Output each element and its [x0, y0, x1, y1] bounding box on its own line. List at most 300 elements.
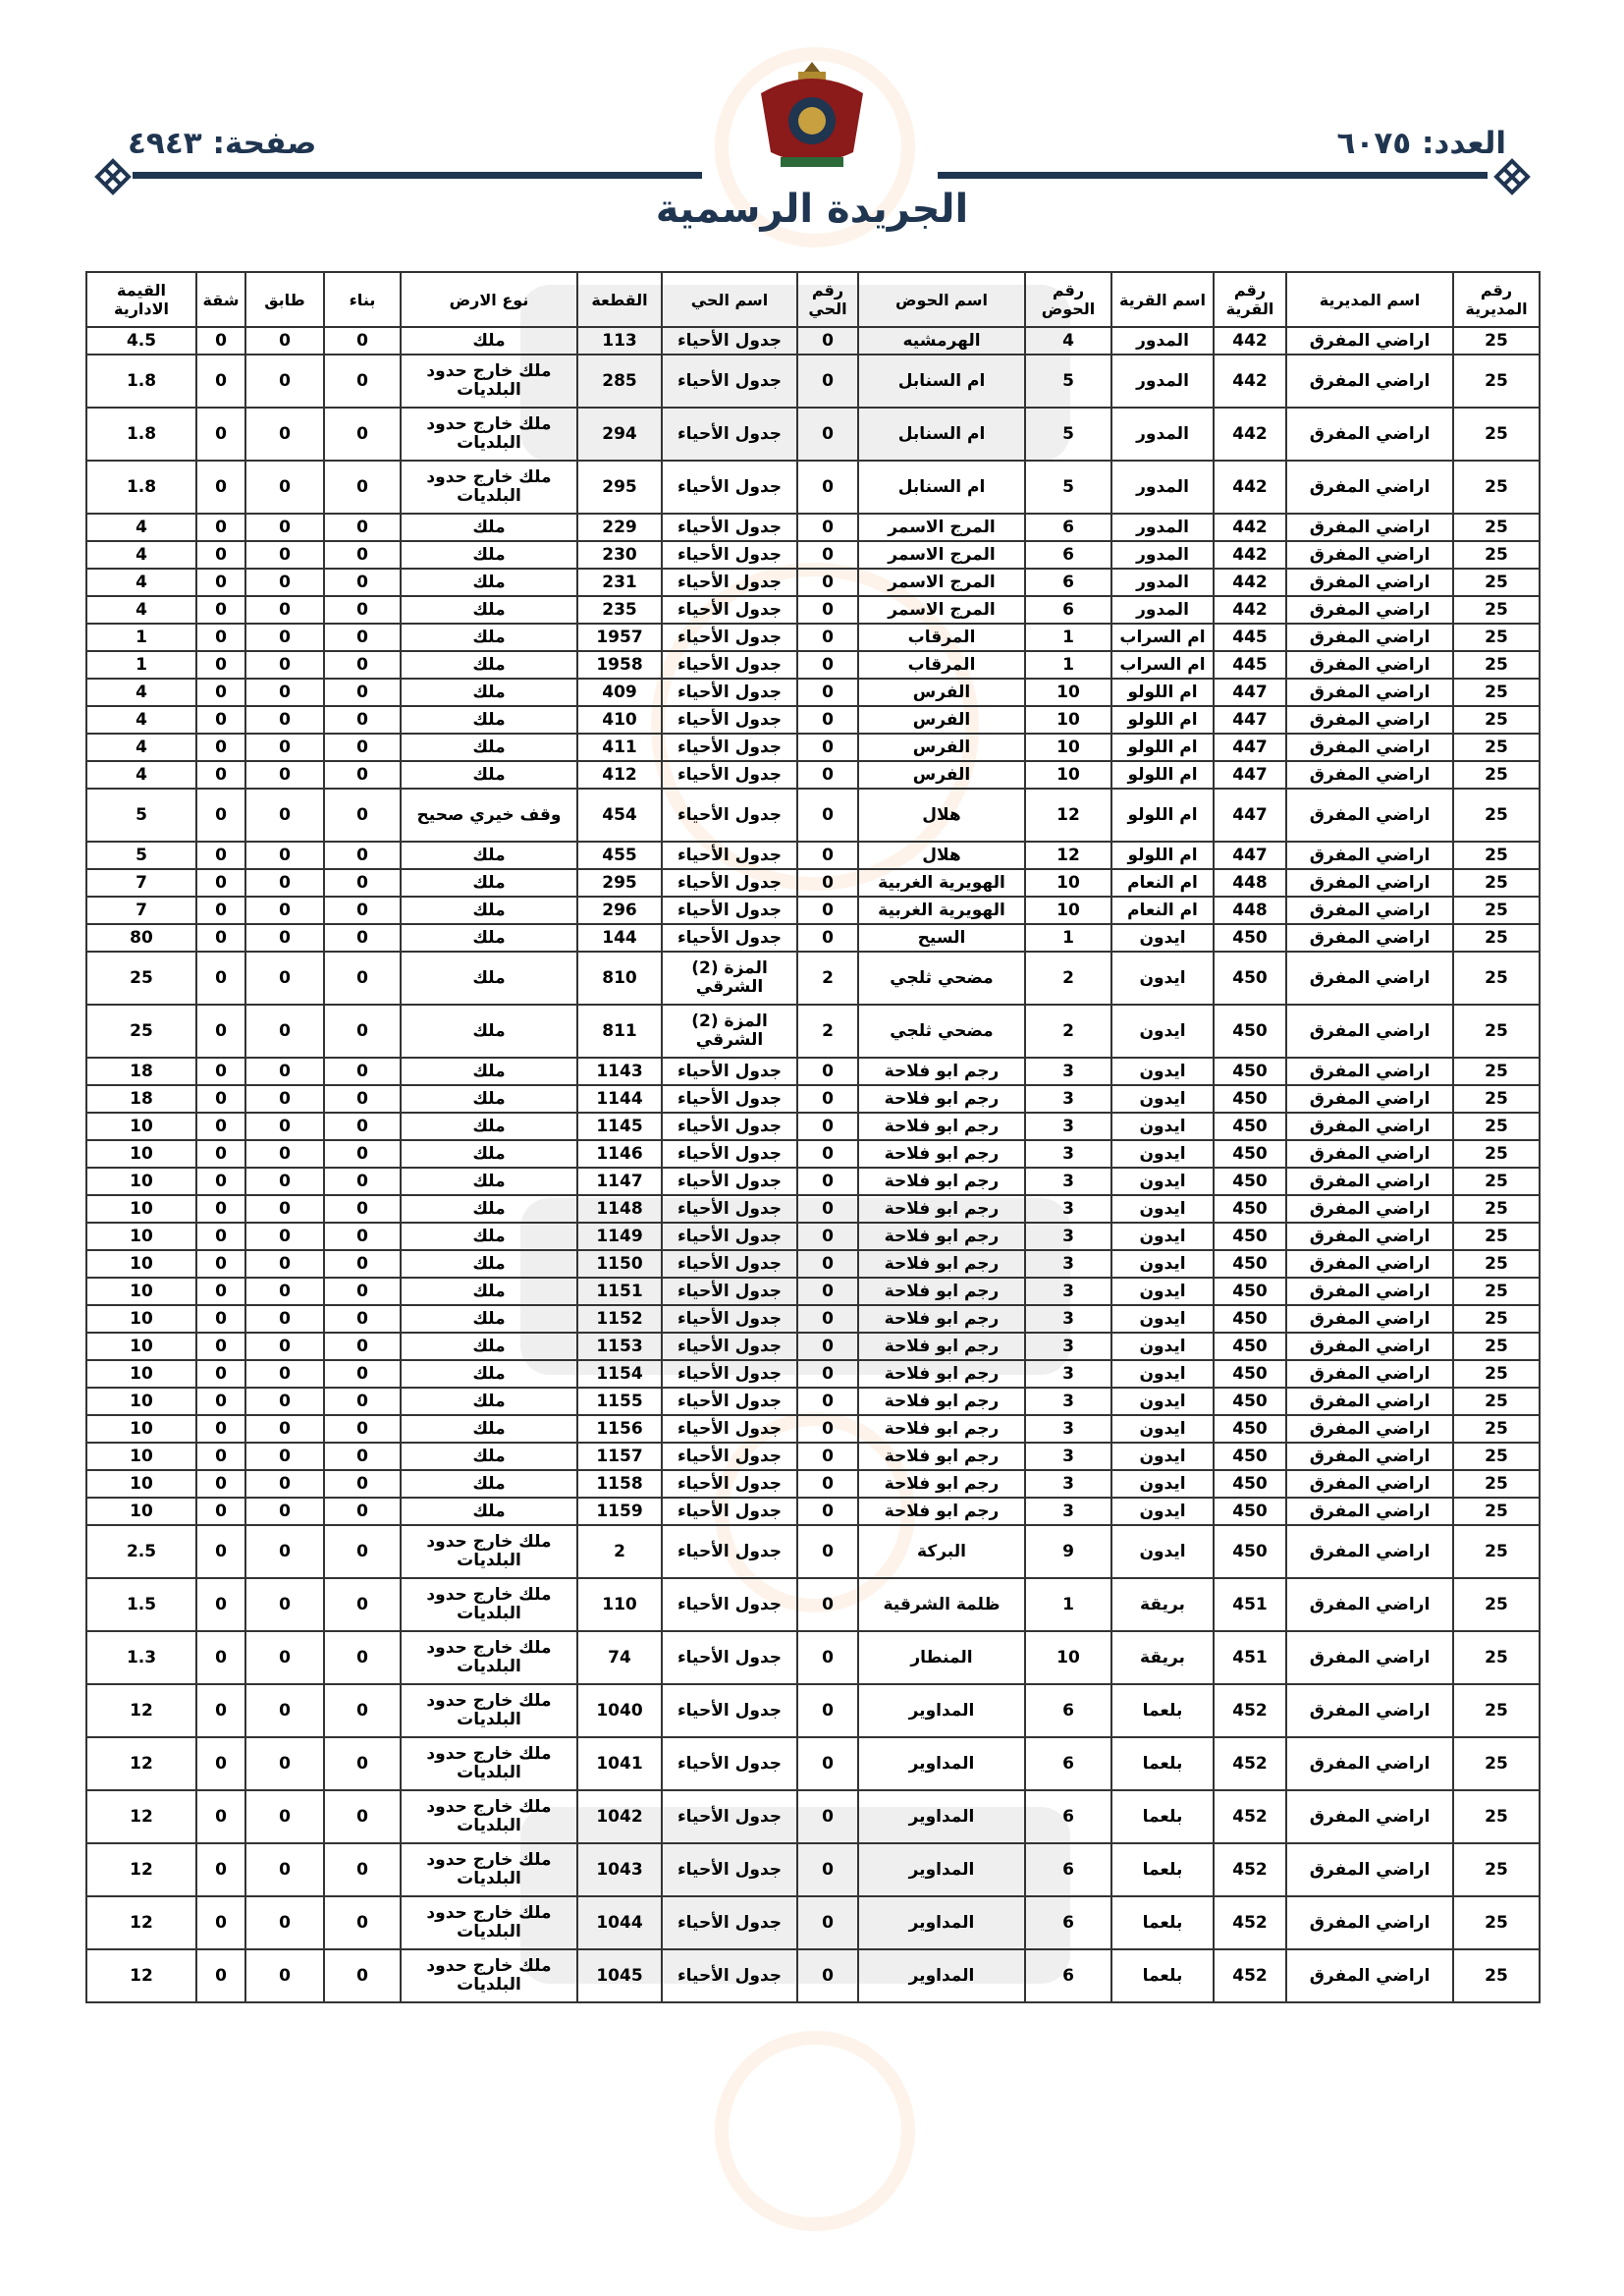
table-cell: جدول الأحياء — [662, 1443, 797, 1470]
table-cell: جدول الأحياء — [662, 1168, 797, 1195]
table-row — [86, 1388, 1540, 1415]
table-cell: المدور — [1111, 408, 1214, 461]
table-cell: 0 — [245, 1949, 324, 2002]
table-row — [86, 1058, 1540, 1085]
table-cell: 12 — [86, 1843, 196, 1896]
table-cell: ملك — [401, 1443, 577, 1470]
table-cell: وقف خيري صحيح — [401, 789, 577, 842]
table-cell: 0 — [196, 924, 245, 952]
table-row — [86, 924, 1540, 952]
table-cell: الهرمشيه — [858, 327, 1025, 355]
table-cell: رجم ابو فلاحة — [858, 1223, 1025, 1250]
table-cell: ملك خارج حدود البلديات — [401, 1790, 577, 1843]
table-cell: اراضي المفرق — [1286, 761, 1453, 789]
table-cell: 4 — [1025, 327, 1111, 355]
table-cell: 1147 — [577, 1168, 662, 1195]
table-cell: 452 — [1214, 1896, 1286, 1949]
table-cell: 10 — [86, 1415, 196, 1443]
table-cell: 0 — [797, 569, 858, 596]
table-cell: اراضي المفرق — [1286, 1949, 1453, 2002]
table-cell: ملك خارج حدود البلديات — [401, 408, 577, 461]
table-cell: 0 — [196, 1684, 245, 1737]
table-row — [86, 1443, 1540, 1470]
table-cell: 0 — [797, 541, 858, 569]
table-cell: جدول الأحياء — [662, 1223, 797, 1250]
table-cell: ملك خارج حدود البلديات — [401, 1578, 577, 1631]
table-cell: ملك — [401, 1223, 577, 1250]
table-cell: 294 — [577, 408, 662, 461]
table-cell: 0 — [196, 1058, 245, 1085]
table-cell: 1150 — [577, 1250, 662, 1278]
table-cell: 3 — [1025, 1168, 1111, 1195]
table-cell: 450 — [1214, 1498, 1286, 1525]
table-cell: 10 — [1025, 734, 1111, 761]
table-cell: 4 — [86, 761, 196, 789]
table-cell: 0 — [245, 327, 324, 355]
table-cell: اراضي المفرق — [1286, 1843, 1453, 1896]
table-cell: 450 — [1214, 1305, 1286, 1333]
table-cell: 450 — [1214, 1443, 1286, 1470]
table-cell: ايدون — [1111, 1415, 1214, 1443]
table-row — [86, 897, 1540, 924]
table-cell: جدول الأحياء — [662, 1415, 797, 1443]
table-cell: 450 — [1214, 1195, 1286, 1223]
table-cell: 0 — [245, 761, 324, 789]
table-cell: 10 — [1025, 706, 1111, 734]
table-cell: ام اللولو — [1111, 789, 1214, 842]
table-cell: ايدون — [1111, 1140, 1214, 1168]
table-row — [86, 1631, 1540, 1684]
table-cell: اراضي المفرق — [1286, 1415, 1453, 1443]
table-cell: جدول الأحياء — [662, 541, 797, 569]
table-cell: المزة (2) الشرقي — [662, 952, 797, 1005]
table-cell: 0 — [196, 1896, 245, 1949]
table-cell: المدور — [1111, 514, 1214, 541]
table-cell: 7 — [86, 869, 196, 897]
table-cell: ايدون — [1111, 1525, 1214, 1578]
table-row — [86, 1005, 1540, 1058]
table-cell: 10 — [86, 1388, 196, 1415]
table-cell: بريقة — [1111, 1578, 1214, 1631]
table-cell: 452 — [1214, 1843, 1286, 1896]
table-cell: 0 — [196, 1498, 245, 1525]
table-cell: 1159 — [577, 1498, 662, 1525]
table-cell: 12 — [86, 1737, 196, 1790]
table-cell: 450 — [1214, 1278, 1286, 1305]
table-cell: اراضي المفرق — [1286, 541, 1453, 569]
table-cell: 0 — [196, 327, 245, 355]
table-cell: 0 — [196, 461, 245, 514]
table-cell: 454 — [577, 789, 662, 842]
table-cell: 10 — [86, 1305, 196, 1333]
table-cell: 0 — [324, 1578, 401, 1631]
table-cell: اراضي المفرق — [1286, 679, 1453, 706]
table-row — [86, 1578, 1540, 1631]
table-cell: 0 — [196, 1360, 245, 1388]
table-cell: 0 — [797, 514, 858, 541]
table-cell: اراضي المفرق — [1286, 1498, 1453, 1525]
table-cell: 25 — [1453, 789, 1540, 842]
table-cell: 3 — [1025, 1470, 1111, 1498]
table-cell: 0 — [245, 1896, 324, 1949]
table-cell: اراضي المفرق — [1286, 952, 1453, 1005]
table-cell: 0 — [245, 1843, 324, 1896]
table-row — [86, 1896, 1540, 1949]
table-cell: 0 — [245, 706, 324, 734]
table-cell: ملك — [401, 734, 577, 761]
table-cell: 0 — [196, 1737, 245, 1790]
table-cell: 0 — [324, 1333, 401, 1360]
table-cell: المدور — [1111, 596, 1214, 624]
table-cell: اراضي المفرق — [1286, 1250, 1453, 1278]
table-cell: رجم ابو فلاحة — [858, 1360, 1025, 1388]
table-cell: 80 — [86, 924, 196, 952]
table-cell: رجم ابو فلاحة — [858, 1470, 1025, 1498]
table-cell: 25 — [1453, 1498, 1540, 1525]
table-cell: ملك — [401, 761, 577, 789]
table-cell: 1044 — [577, 1896, 662, 1949]
table-cell: رجم ابو فلاحة — [858, 1058, 1025, 1085]
table-cell: 0 — [324, 1360, 401, 1388]
table-cell: 0 — [324, 924, 401, 952]
table-cell: 452 — [1214, 1737, 1286, 1790]
table-cell: 0 — [324, 897, 401, 924]
table-cell: المدور — [1111, 327, 1214, 355]
table-cell: 0 — [324, 569, 401, 596]
table-cell: المداوير — [858, 1790, 1025, 1843]
table-cell: 0 — [324, 461, 401, 514]
table-cell: 0 — [196, 596, 245, 624]
table-row — [86, 734, 1540, 761]
table-row — [86, 541, 1540, 569]
table-cell: جدول الأحياء — [662, 924, 797, 952]
table-cell: المزة (2) الشرقي — [662, 1005, 797, 1058]
table-cell: ام السنابل — [858, 355, 1025, 408]
page-title: الجريدة الرسمية — [655, 187, 969, 232]
table-cell: اراضي المفرق — [1286, 1737, 1453, 1790]
table-cell: 4 — [86, 596, 196, 624]
table-cell: 10 — [86, 1333, 196, 1360]
issue-number: العدد: ٦٠٧٥ — [1336, 126, 1506, 161]
table-cell: 4 — [86, 514, 196, 541]
table-row — [86, 1470, 1540, 1498]
column-header: رقم القرية — [1214, 272, 1286, 327]
table-cell: 25 — [1453, 408, 1540, 461]
table-row — [86, 596, 1540, 624]
table-cell: 442 — [1214, 461, 1286, 514]
table-cell: 10 — [86, 1223, 196, 1250]
table-cell: ملك — [401, 1470, 577, 1498]
table-cell: 25 — [1453, 1443, 1540, 1470]
table-cell: ملك — [401, 897, 577, 924]
table-cell: 442 — [1214, 514, 1286, 541]
table-cell: جدول الأحياء — [662, 1843, 797, 1896]
table-cell: اراضي المفرق — [1286, 1631, 1453, 1684]
table-cell: 0 — [324, 952, 401, 1005]
table-cell: 25 — [1453, 869, 1540, 897]
table-cell: 231 — [577, 569, 662, 596]
table-cell: 18 — [86, 1058, 196, 1085]
table-cell: 0 — [196, 1790, 245, 1843]
table-cell: 0 — [196, 1843, 245, 1896]
table-cell: 0 — [196, 761, 245, 789]
table-row — [86, 869, 1540, 897]
table-cell: 1154 — [577, 1360, 662, 1388]
table-cell: مضحي ثلجي — [858, 952, 1025, 1005]
table-cell: 0 — [196, 1168, 245, 1195]
table-cell: ام السنابل — [858, 461, 1025, 514]
table-row — [86, 1737, 1540, 1790]
table-cell: ام السنابل — [858, 408, 1025, 461]
table-row — [86, 1113, 1540, 1140]
table-cell: 0 — [324, 1684, 401, 1737]
table-cell: رجم ابو فلاحة — [858, 1250, 1025, 1278]
table-cell: 0 — [797, 1949, 858, 2002]
table-cell: جدول الأحياء — [662, 1305, 797, 1333]
table-cell: ايدون — [1111, 1498, 1214, 1525]
table-cell: 450 — [1214, 952, 1286, 1005]
table-cell: اراضي المفرق — [1286, 1113, 1453, 1140]
table-cell: 0 — [245, 1578, 324, 1631]
table-cell: 1 — [86, 624, 196, 651]
table-cell: 10 — [86, 1195, 196, 1223]
table-cell: 6 — [1025, 1737, 1111, 1790]
table-cell: 2 — [797, 1005, 858, 1058]
table-cell: 0 — [797, 1684, 858, 1737]
table-cell: 0 — [324, 1443, 401, 1470]
table-cell: 0 — [324, 842, 401, 869]
table-cell: مضحي ثلجي — [858, 1005, 1025, 1058]
table-cell: 811 — [577, 1005, 662, 1058]
table-cell: 0 — [797, 1058, 858, 1085]
table-cell: السيح — [858, 924, 1025, 952]
table-cell: اراضي المفرق — [1286, 1388, 1453, 1415]
table-cell: 0 — [797, 789, 858, 842]
table-cell: 1.8 — [86, 408, 196, 461]
table-cell: 0 — [797, 1195, 858, 1223]
table-cell: ملك خارج حدود البلديات — [401, 1843, 577, 1896]
table-cell: 25 — [1453, 624, 1540, 651]
table-cell: 0 — [324, 1790, 401, 1843]
table-cell: 0 — [324, 1737, 401, 1790]
table-cell: اراضي المفرق — [1286, 1684, 1453, 1737]
table-cell: 110 — [577, 1578, 662, 1631]
table-cell: 0 — [245, 1250, 324, 1278]
table-cell: 0 — [324, 1388, 401, 1415]
table-row — [86, 327, 1540, 355]
table-cell: 0 — [245, 1278, 324, 1305]
table-cell: 447 — [1214, 679, 1286, 706]
table-cell: 0 — [196, 514, 245, 541]
table-cell: ملك خارج حدود البلديات — [401, 355, 577, 408]
table-cell: رجم ابو فلاحة — [858, 1278, 1025, 1305]
table-cell: المرج الاسمر — [858, 596, 1025, 624]
table-cell: 0 — [245, 1195, 324, 1223]
table-cell: 25 — [1453, 897, 1540, 924]
table-cell: 4 — [86, 541, 196, 569]
table-cell: 442 — [1214, 355, 1286, 408]
table-cell: اراضي المفرق — [1286, 596, 1453, 624]
table-cell: جدول الأحياء — [662, 1388, 797, 1415]
table-cell: جدول الأحياء — [662, 624, 797, 651]
table-cell: 0 — [797, 327, 858, 355]
table-cell: 0 — [245, 624, 324, 651]
table-row — [86, 1684, 1540, 1737]
table-cell: 74 — [577, 1631, 662, 1684]
table-cell: 448 — [1214, 869, 1286, 897]
table-cell: 10 — [1025, 1631, 1111, 1684]
table-cell: 25 — [1453, 1278, 1540, 1305]
table-cell: 0 — [245, 651, 324, 679]
table-cell: 0 — [797, 761, 858, 789]
table-cell: ملك خارج حدود البلديات — [401, 1737, 577, 1790]
column-header: رقم الحوض — [1025, 272, 1111, 327]
table-cell: 0 — [196, 706, 245, 734]
table-cell: ايدون — [1111, 1305, 1214, 1333]
table-row — [86, 842, 1540, 869]
table-cell: 0 — [797, 1388, 858, 1415]
table-cell: 0 — [245, 514, 324, 541]
table-cell: رجم ابو فلاحة — [858, 1113, 1025, 1140]
table-cell: 10 — [86, 1360, 196, 1388]
table-cell: بلعما — [1111, 1843, 1214, 1896]
table-cell: المداوير — [858, 1843, 1025, 1896]
table-cell: ملك خارج حدود البلديات — [401, 461, 577, 514]
table-cell: 0 — [324, 1168, 401, 1195]
table-cell: 0 — [797, 1525, 858, 1578]
table-cell: هلال — [858, 789, 1025, 842]
table-cell: 1153 — [577, 1333, 662, 1360]
table-cell: 442 — [1214, 569, 1286, 596]
table-cell: المدور — [1111, 355, 1214, 408]
table-cell: اراضي المفرق — [1286, 869, 1453, 897]
table-cell: اراضي المفرق — [1286, 408, 1453, 461]
table-cell: 0 — [196, 624, 245, 651]
table-cell: 0 — [196, 1223, 245, 1250]
table-cell: 6 — [1025, 541, 1111, 569]
column-header: رقم المديرية — [1453, 272, 1540, 327]
table-cell: الفرس — [858, 761, 1025, 789]
table-cell: 10 — [86, 1498, 196, 1525]
table-cell: اراضي المفرق — [1286, 1790, 1453, 1843]
table-cell: جدول الأحياء — [662, 1578, 797, 1631]
table-cell: 450 — [1214, 1005, 1286, 1058]
table-cell: 0 — [245, 1737, 324, 1790]
table-cell: 25 — [1453, 1684, 1540, 1737]
table-cell: 0 — [196, 651, 245, 679]
table-cell: 0 — [324, 1896, 401, 1949]
table-cell: جدول الأحياء — [662, 1140, 797, 1168]
table-cell: ايدون — [1111, 1113, 1214, 1140]
table-cell: ايدون — [1111, 1250, 1214, 1278]
table-cell: ايدون — [1111, 1360, 1214, 1388]
table-cell: 1144 — [577, 1085, 662, 1113]
table-cell: 0 — [245, 1168, 324, 1195]
table-cell: 0 — [196, 1005, 245, 1058]
table-cell: 10 — [86, 1168, 196, 1195]
page-number: صفحة: ٤٩٤٣ — [128, 126, 317, 161]
table-cell: 25 — [1453, 514, 1540, 541]
table-cell: 0 — [324, 1631, 401, 1684]
table-row — [86, 461, 1540, 514]
table-cell: 4.5 — [86, 327, 196, 355]
table-cell: اراضي المفرق — [1286, 1470, 1453, 1498]
table-cell: 10 — [86, 1250, 196, 1278]
table-cell: 0 — [245, 842, 324, 869]
table-row — [86, 679, 1540, 706]
header-rule-left — [133, 172, 702, 179]
table-cell: اراضي المفرق — [1286, 1578, 1453, 1631]
table-cell: 0 — [797, 1305, 858, 1333]
table-cell: جدول الأحياء — [662, 569, 797, 596]
table-cell: ملك — [401, 869, 577, 897]
table-cell: 2 — [1025, 952, 1111, 1005]
table-cell: 25 — [1453, 1168, 1540, 1195]
table-cell: ايدون — [1111, 1278, 1214, 1305]
table-cell: 445 — [1214, 624, 1286, 651]
table-cell: رجم ابو فلاحة — [858, 1333, 1025, 1360]
table-cell: 5 — [1025, 408, 1111, 461]
table-cell: 0 — [324, 514, 401, 541]
table-cell: 25 — [1453, 1578, 1540, 1631]
table-cell: ام اللولو — [1111, 842, 1214, 869]
table-cell: 0 — [797, 1278, 858, 1305]
table-row — [86, 706, 1540, 734]
table-cell: 0 — [196, 789, 245, 842]
table-cell: 12 — [86, 1896, 196, 1949]
table-cell: 5 — [86, 789, 196, 842]
table-cell: 6 — [1025, 1949, 1111, 2002]
table-cell: 0 — [196, 569, 245, 596]
table-cell: الهويرية الغربية — [858, 869, 1025, 897]
column-header: اسم القرية — [1111, 272, 1214, 327]
table-cell: 12 — [86, 1949, 196, 2002]
table-cell: المداوير — [858, 1896, 1025, 1949]
table-cell: 0 — [245, 1388, 324, 1415]
table-cell: 0 — [797, 1250, 858, 1278]
table-cell: 25 — [1453, 569, 1540, 596]
table-cell: الفرس — [858, 734, 1025, 761]
table-cell: ملك خارج حدود البلديات — [401, 1896, 577, 1949]
table-cell: 1 — [86, 651, 196, 679]
table-cell: 25 — [1453, 541, 1540, 569]
table-cell: 1.8 — [86, 355, 196, 408]
table-cell: جدول الأحياء — [662, 1949, 797, 2002]
table-cell: جدول الأحياء — [662, 1278, 797, 1305]
table-cell: 0 — [196, 1578, 245, 1631]
table-cell: 0 — [797, 651, 858, 679]
table-cell: ايدون — [1111, 1223, 1214, 1250]
table-cell: 3 — [1025, 1333, 1111, 1360]
table-cell: 450 — [1214, 1470, 1286, 1498]
table-row — [86, 624, 1540, 651]
table-row — [86, 651, 1540, 679]
table-row — [86, 408, 1540, 461]
table-cell: رجم ابو فلاحة — [858, 1415, 1025, 1443]
table-cell: 3 — [1025, 1113, 1111, 1140]
table-cell: 450 — [1214, 924, 1286, 952]
table-cell: المداوير — [858, 1684, 1025, 1737]
table-cell: 0 — [797, 1737, 858, 1790]
table-cell: 0 — [245, 408, 324, 461]
table-cell: رجم ابو فلاحة — [858, 1498, 1025, 1525]
table-cell: 1958 — [577, 651, 662, 679]
table-cell: 1.8 — [86, 461, 196, 514]
table-cell: 1.3 — [86, 1631, 196, 1684]
table-cell: 0 — [797, 596, 858, 624]
table-row — [86, 514, 1540, 541]
table-cell: اراضي المفرق — [1286, 651, 1453, 679]
